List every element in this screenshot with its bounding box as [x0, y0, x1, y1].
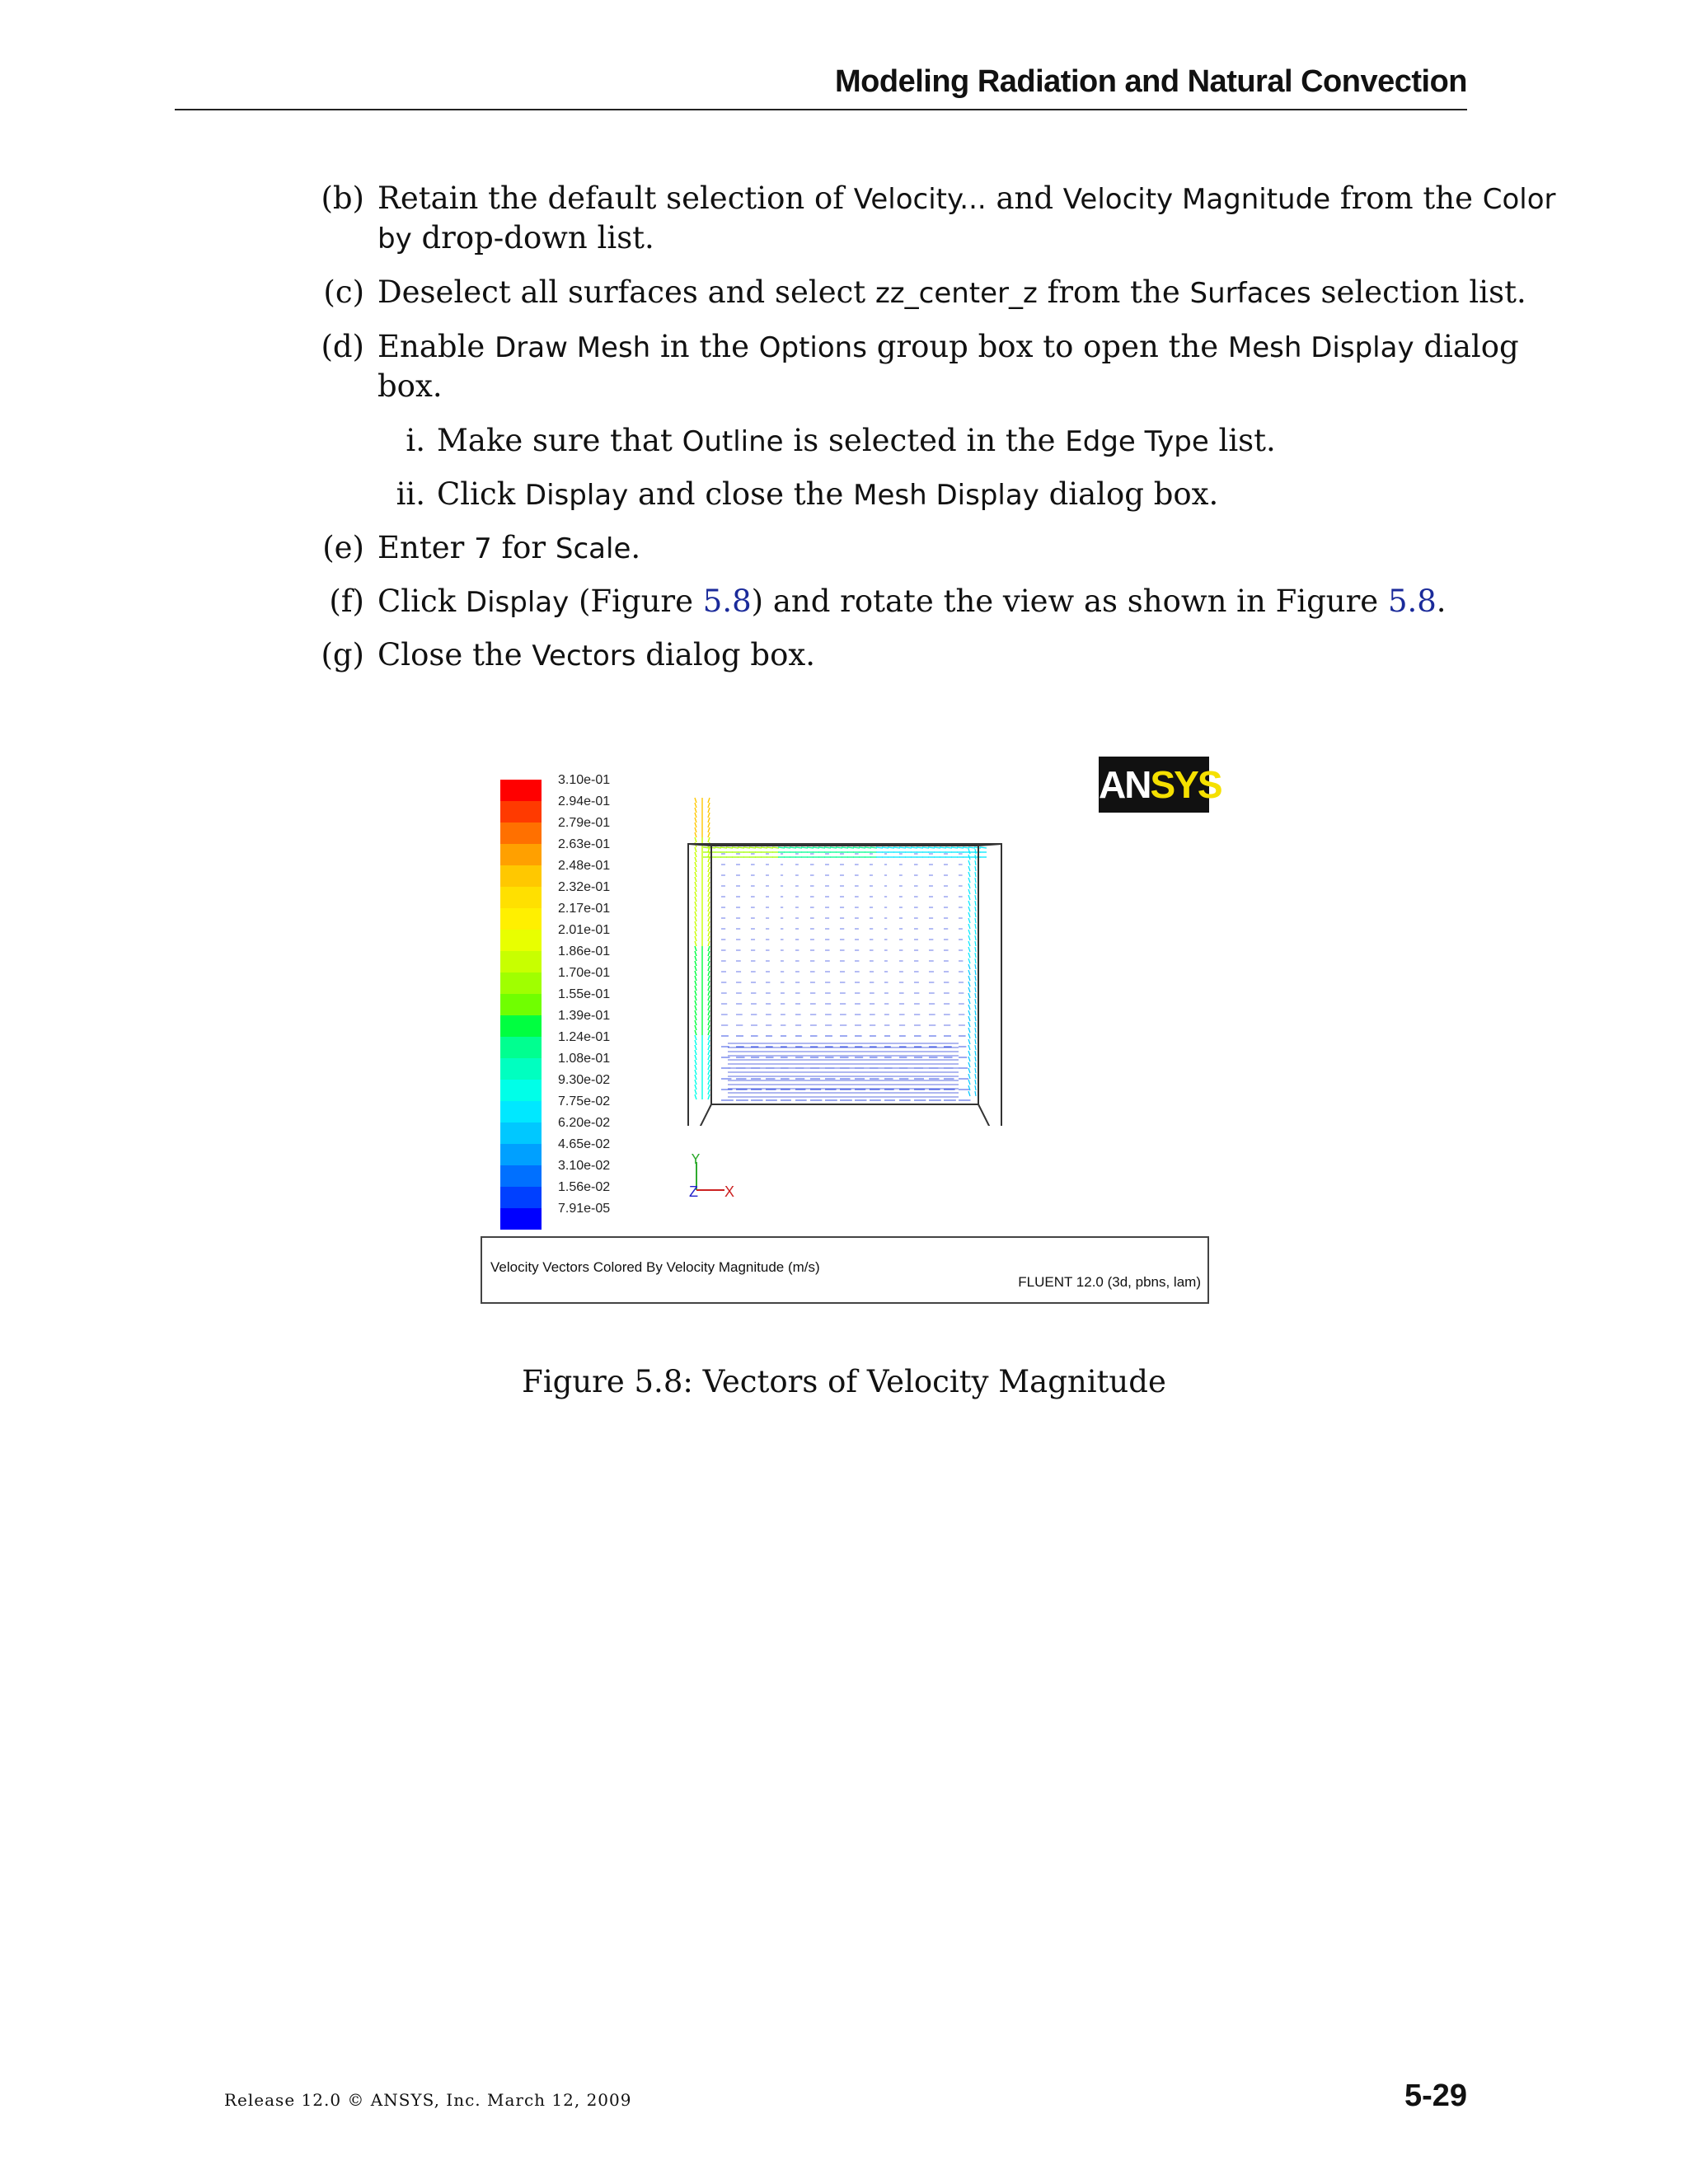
- legend-label: 1.86e-01: [558, 944, 611, 958]
- legend-label: 6.20e-02: [558, 1116, 611, 1130]
- step-text: Close the Vectors dialog box.: [377, 637, 815, 673]
- step-label: i.: [406, 423, 425, 458]
- legend-swatch: [500, 823, 542, 844]
- color-legend-bar: [500, 780, 542, 1230]
- step-label: (f): [329, 583, 364, 619]
- legend-label: 7.91e-05: [558, 1202, 611, 1216]
- legend-label: 1.55e-01: [558, 987, 611, 1001]
- axis-y-label: Y: [691, 1154, 701, 1167]
- header-title: Modeling Radiation and Natural Convection: [835, 64, 1467, 99]
- step-text: Enter 7 for Scale.: [377, 530, 641, 565]
- axis-z-label: Z: [689, 1183, 698, 1200]
- legend-swatch: [500, 1101, 542, 1122]
- legend-swatch: [500, 930, 542, 951]
- legend-label: 2.48e-01: [558, 859, 611, 873]
- legend-swatch: [500, 1037, 542, 1058]
- figure-link[interactable]: 5.8: [1387, 583, 1437, 619]
- legend-swatch: [500, 887, 542, 908]
- outline-edge: [978, 1104, 1001, 1126]
- legend-swatch: [500, 1144, 542, 1165]
- legend-label: 3.10e-01: [558, 773, 611, 787]
- step-label: (c): [323, 274, 364, 310]
- velocity-vectors-figure: [481, 752, 1221, 1304]
- legend-label: 1.70e-01: [558, 966, 611, 980]
- legend-label: 4.65e-02: [558, 1137, 611, 1151]
- legend-swatch: [500, 780, 542, 801]
- legend-label: 3.10e-02: [558, 1159, 611, 1173]
- step-label: (e): [322, 530, 364, 565]
- legend-swatch: [500, 908, 542, 930]
- step-label: (g): [321, 637, 364, 673]
- legend-swatch: [500, 972, 542, 994]
- legend-label: 9.30e-02: [558, 1073, 611, 1087]
- step-text: Deselect all surfaces and select zz_center_z from the Surfaces selection list.: [377, 274, 1526, 310]
- legend-swatch: [500, 1058, 542, 1080]
- axes-triad: [688, 1154, 746, 1203]
- step-text: Retain the default selection of Velocity... and Velocity Magnitude from the Color: [377, 180, 1556, 216]
- step-text: Click Display (Figure 5.8) and rotate the view as shown in Figure 5.8.: [377, 583, 1447, 619]
- legend-swatch: [500, 801, 542, 823]
- step-label: (d): [321, 329, 364, 364]
- legend-label: 2.79e-01: [558, 816, 611, 830]
- legend-label: 1.56e-02: [558, 1180, 611, 1194]
- plot-caption-box: [481, 1236, 1209, 1304]
- legend-label: 1.24e-01: [558, 1030, 611, 1044]
- figure-link[interactable]: 5.8: [702, 583, 752, 619]
- outer-outline: [688, 844, 1001, 1126]
- step-text-cont: by drop-down list.: [377, 220, 654, 255]
- legend-label: 2.17e-01: [558, 902, 611, 916]
- step-text-cont: box.: [377, 368, 443, 404]
- page-header: [175, 61, 1467, 110]
- outline-edge: [688, 1104, 711, 1126]
- legend-swatch: [500, 1165, 542, 1187]
- legend-label: 2.94e-01: [558, 794, 611, 808]
- legend-label: 1.39e-01: [558, 1009, 611, 1023]
- footer-release: Release 12.0 © ANSYS, Inc. March 12, 2009: [224, 2090, 632, 2110]
- solver-info: FLUENT 12.0 (3d, pbns, lam): [1018, 1274, 1201, 1290]
- vector-plot: [678, 796, 1008, 1126]
- legend-label: 2.32e-01: [558, 880, 611, 894]
- legend-swatch: [500, 844, 542, 865]
- plot-caption-title: Velocity Vectors Colored By Velocity Magnitude (m/s): [490, 1259, 820, 1275]
- axis-x-label: X: [724, 1183, 735, 1200]
- legend-label: 7.75e-02: [558, 1094, 611, 1108]
- legend-label: 2.63e-01: [558, 837, 611, 851]
- step-label: (b): [321, 180, 364, 216]
- legend-swatch: [500, 1080, 542, 1101]
- legend-label: 2.01e-01: [558, 923, 611, 937]
- page-number: 5-29: [1404, 2079, 1467, 2113]
- step-label: ii.: [396, 476, 425, 512]
- legend-swatch: [500, 1122, 542, 1144]
- figure-caption: Figure 5.8: Vectors of Velocity Magnitude: [522, 1364, 1166, 1399]
- inner-outline: [711, 846, 978, 1104]
- step-text: Make sure that Outline is selected in the Edge Type list.: [437, 423, 1276, 458]
- legend-label: 1.08e-01: [558, 1052, 611, 1066]
- ansys-logo: ANSYS: [1099, 757, 1209, 813]
- step-text: Click Display and close the Mesh Display dialog box.: [437, 476, 1219, 512]
- legend-swatch: [500, 994, 542, 1015]
- step-text: Enable Draw Mesh in the Options group box to open the Mesh Display dialog: [377, 329, 1519, 364]
- legend-swatch: [500, 1208, 542, 1230]
- legend-swatch: [500, 1187, 542, 1208]
- color-legend-labels: [558, 773, 610, 1223]
- legend-swatch: [500, 951, 542, 972]
- legend-swatch: [500, 1015, 542, 1037]
- legend-swatch: [500, 865, 542, 887]
